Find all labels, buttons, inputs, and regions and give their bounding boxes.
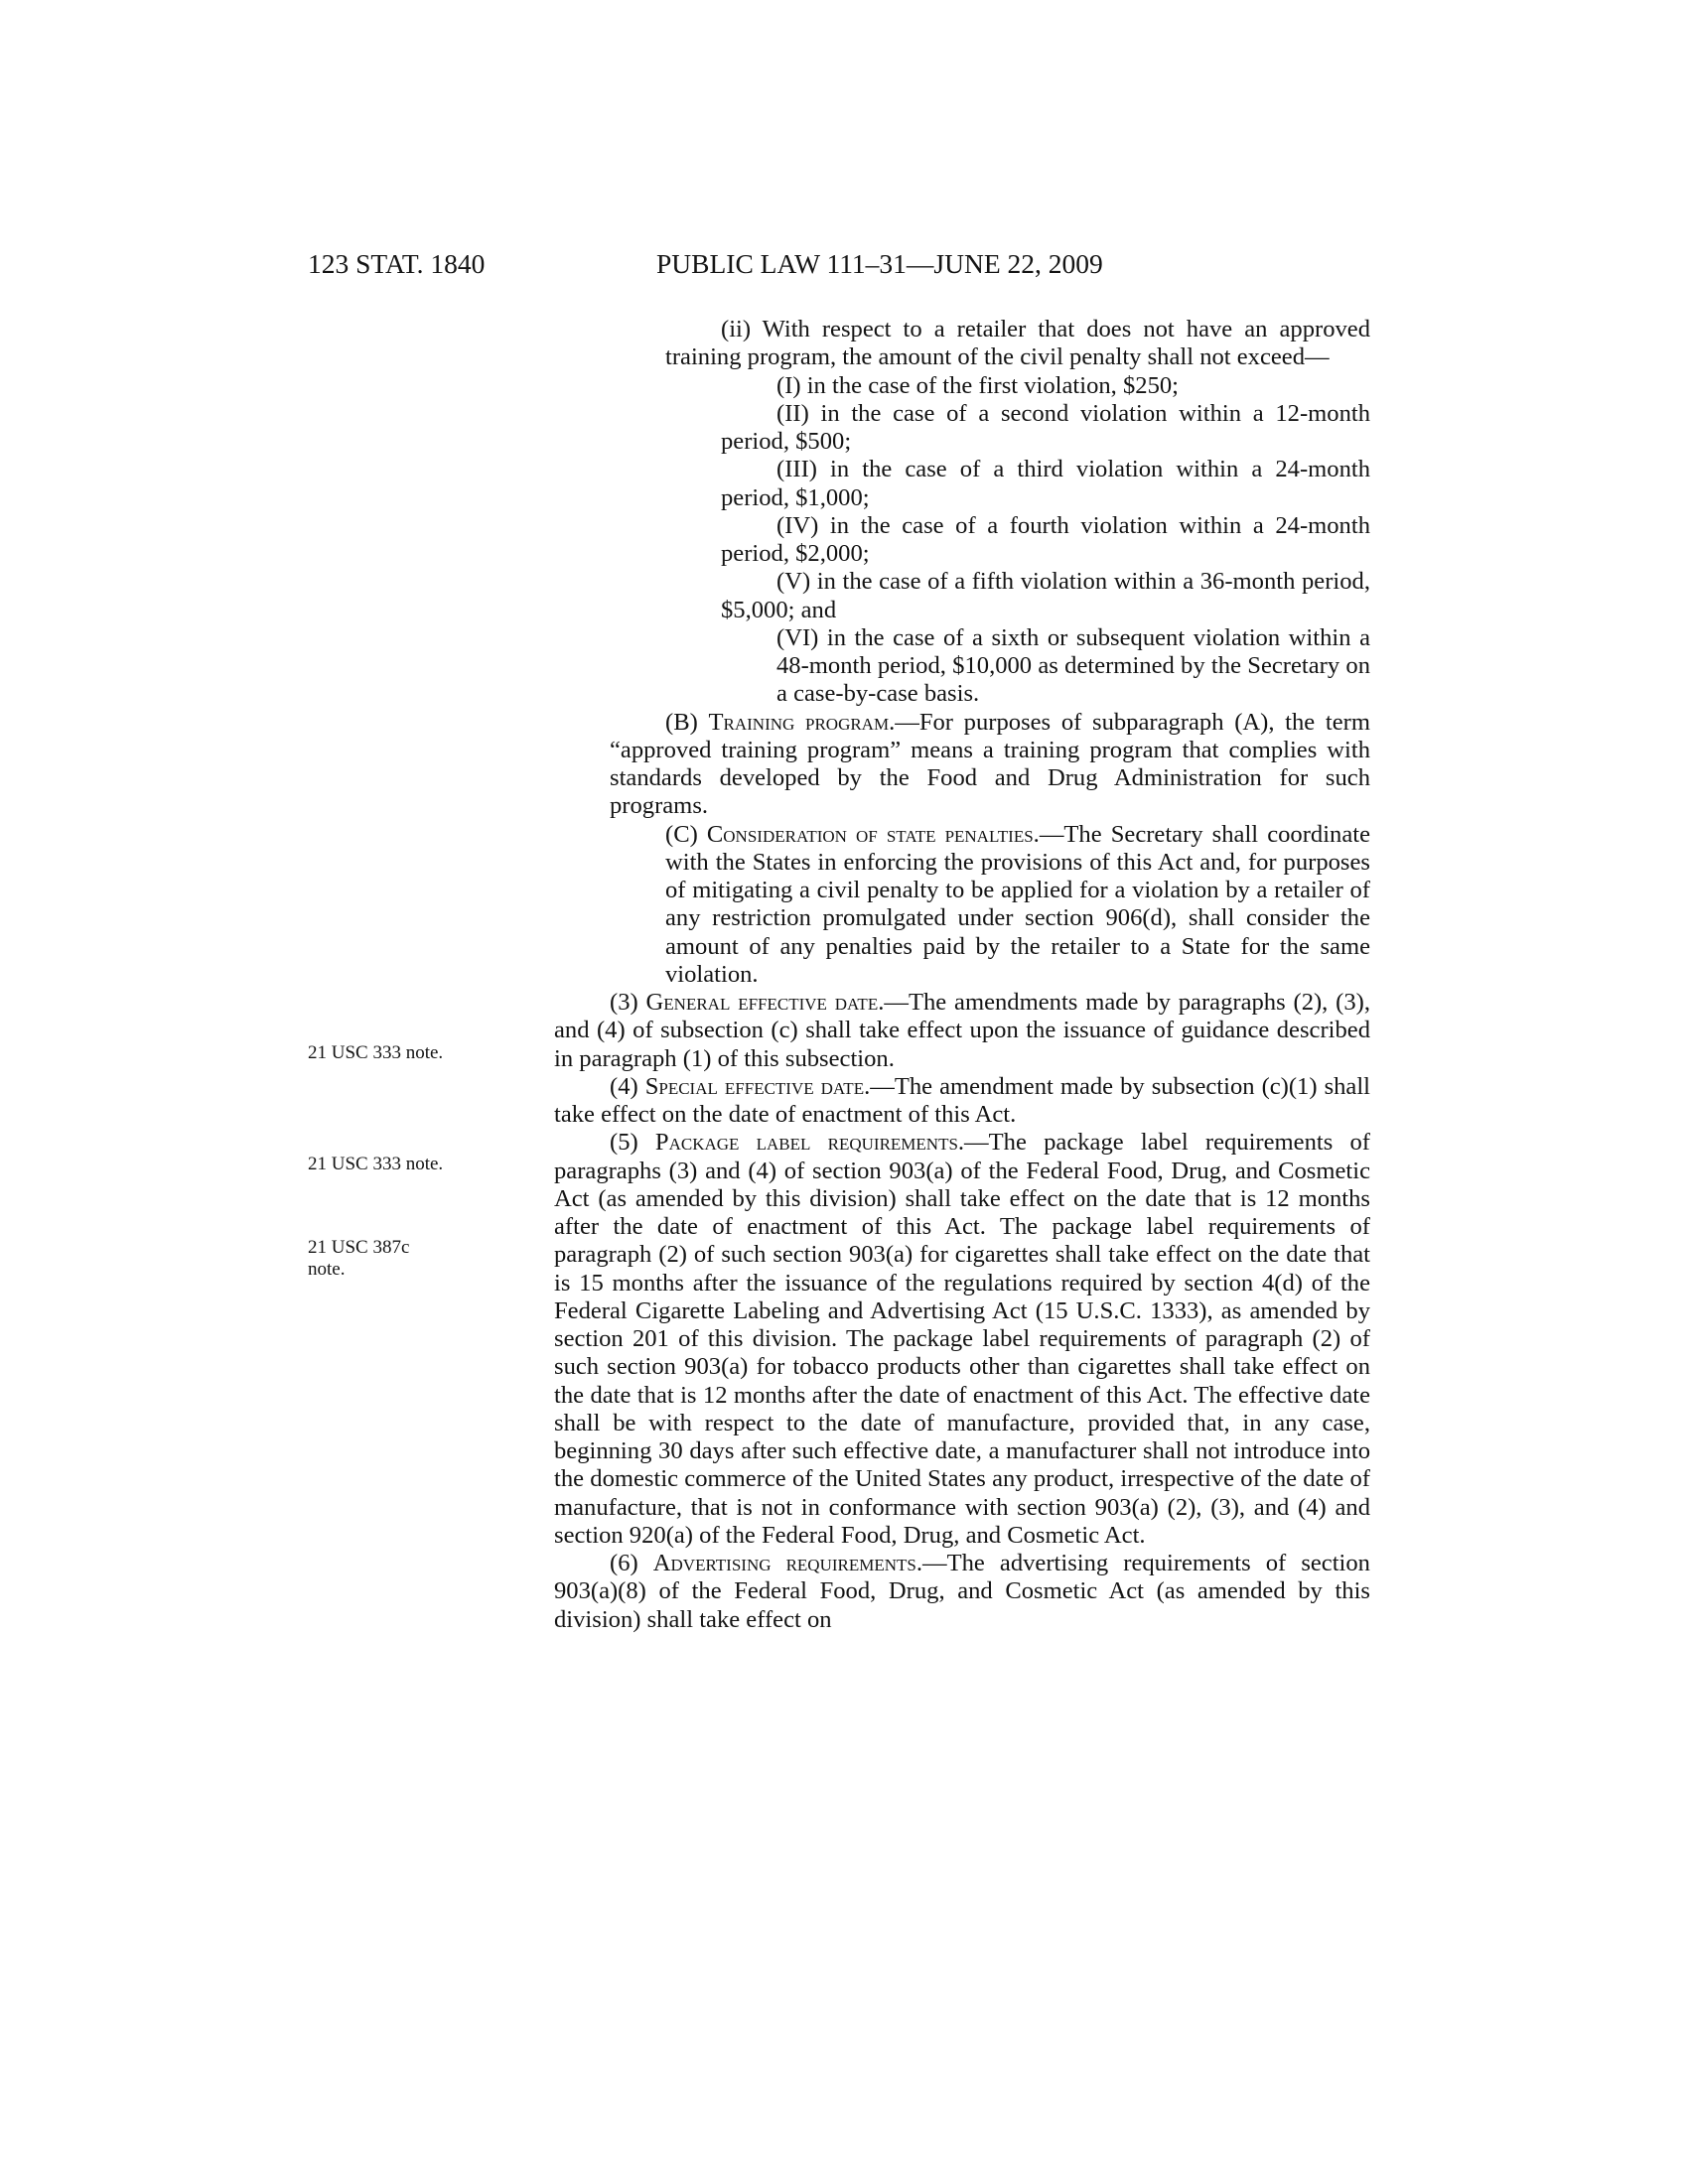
list-item-violation-5: (V) in the case of a fifth violation within a 36-month period, $5,000; and <box>721 568 1370 623</box>
list-item-violation-2: (II) in the case of a second violation within a 12-month period, $500; <box>721 399 1370 455</box>
paragraph-6 <box>554 1550 1370 1634</box>
paragraph-4 <box>554 1073 1370 1130</box>
paragraph-6-text: .—The advertising requirements of section 903(a)(8) of the Federal Food, Drug, and Cosmetic Act (as amended by this division) shall take effect on <box>554 1550 1370 1633</box>
paragraph-5-label: (5) <box>610 1129 655 1157</box>
document-body <box>554 316 1370 1634</box>
paragraph-4-text: .—The amendment made by subsection (c)(1) shall take effect on the date of enactment of this Act. <box>554 1072 1371 1128</box>
paragraph-4-label: (4) <box>610 1072 645 1100</box>
list-item-violation-6 <box>554 624 1370 709</box>
margin-note-usc-3: 21 USC 387c note. <box>308 1237 410 1280</box>
paragraph-6-label: (6) <box>610 1550 653 1576</box>
paragraph-3-heading: General effective date <box>645 989 879 1016</box>
paragraph-3 <box>554 989 1370 1073</box>
subparagraph-c-text: .—The Secretary shall coordinate with the States in enforcing the provisions of this Act and, for purposes of mitigating a civil penalty to be applied for a violation by a retailer of any restriction promulgated under section 906(d), shall consider the amount of any penalties paid by the retailer to a State for the same violation. <box>665 820 1370 988</box>
margin-note-usc-1: 21 USC 333 note. <box>308 1042 444 1063</box>
paragraph-3-text: .—The amendments made by paragraphs (2), (3), and (4) of subsection (c) shall take effect upon the issuance of guidance described in paragraph (1) of this subsection. <box>554 989 1371 1072</box>
paragraph-5-heading: Package label requirements <box>654 1129 958 1157</box>
clause-ii-intro: (ii) With respect to a retailer that does not have an approved training program, the amount of the civil penalty shall not exceed— <box>665 316 1370 371</box>
page-running-head: PUBLIC LAW 111–31—JUNE 22, 2009 <box>656 248 1103 279</box>
list-item-violation-3: (III) in the case of a third violation within a 24-month period, $1,000; <box>721 456 1370 511</box>
subparagraph-c-heading: Consideration of state penalties <box>706 820 1034 848</box>
paragraph-5 <box>554 1129 1370 1550</box>
list-item-violation-4: (IV) in the case of a fourth violation within a 24-month period, $2,000; <box>721 511 1370 567</box>
subparagraph-b-label: (B) <box>665 708 709 736</box>
paragraph-3-label: (3) <box>610 989 646 1016</box>
list-item-violation-6-text: (VI) in the case of a sixth or subsequent violation within a 48-month period, $10,000 as determined by the Secretary on a case-by-case basis. <box>776 623 1370 708</box>
list-item-violation-1: (I) in the case of the first violation, $250; <box>776 371 1180 399</box>
subparagraph-c <box>554 821 1370 990</box>
paragraph-6-heading: Advertising requirements <box>652 1550 916 1576</box>
subparagraph-c-label: (C) <box>665 820 707 848</box>
subparagraph-b <box>554 709 1370 821</box>
paragraph-5-text: .—The package label requirements of paragraphs (3) and (4) of section 903(a) of the Federal Food, Drug, and Cosmetic Act (as amended by this division) shall take effect on the date that is 12 months after the date of enactment of this Act. The package label requirements of paragraph (2) of such section 903(a) for cigarettes shall take effect on the date that is 15 months after the issuance of the regulations required by section 4(d) of the Federal Cigarette Labeling and Advertising Act (15 U.S.C. 1333), as amended by section 201 of this division. The package label requirements of paragraph (2) of such section 903(a) for tobacco products other than cigarettes shall take effect on the date that is 12 months after the date of enactment of this Act. The effective date shall be with respect to the date of manufacture, provided that, in any case, beginning 30 days after such effective date, a manufacturer shall not introduce into the domestic commerce of the United States any product, irrespective of the date of manufacture, that is not in conformance with section 903(a) (2), (3), and (4) and section 920(a) of the Federal Food, Drug, and Cosmetic Act. <box>554 1129 1370 1549</box>
subparagraph-b-text: .—For purposes of subparagraph (A), the term “approved training program” means a training program that complies with standards developed by the Food and Drug Administration for such programs. <box>610 708 1370 820</box>
paragraph-4-heading: Special effective date <box>644 1072 865 1100</box>
page-stat-citation: 123 STAT. 1840 <box>308 248 486 279</box>
margin-note-usc-2: 21 USC 333 note. <box>308 1154 444 1174</box>
subparagraph-b-heading: Training program <box>708 708 890 736</box>
